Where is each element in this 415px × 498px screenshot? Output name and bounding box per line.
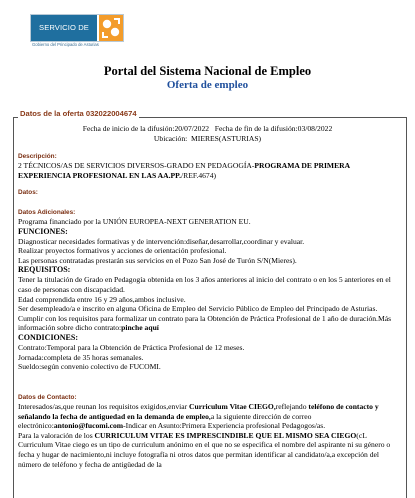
requisito-contract-text: Cumplir con los requisitos para formalizar un contrato para la Obtención de Práctica Profesional de 1 año de duración.Más información sobre dicho contrato:	[18, 313, 392, 333]
contact-paragraph-2	[18, 431, 402, 469]
logo-subtext: Gobierno del Principado de Asturias	[32, 42, 99, 47]
contact-paragraph-1	[18, 402, 402, 431]
pinche-aqui-link[interactable]: pinche aquí	[121, 323, 159, 333]
page-subtitle: Oferta de empleo	[166, 79, 249, 91]
logo-symbol-icon	[99, 15, 123, 41]
datos-section	[18, 189, 38, 197]
offer-dates	[0, 124, 415, 144]
page-title: Portal del Sistema Nacional de Empleo	[103, 64, 312, 78]
requisitos-heading: REQUISITOS:	[18, 265, 71, 275]
condiciones-heading: CONDICIONES:	[18, 332, 79, 342]
offer-number: 032022004674	[85, 109, 137, 118]
description-section	[18, 153, 402, 180]
contact-text: Interesados/as,que reunan los requisitos exigidos,enviar	[18, 402, 190, 411]
contact-bold-text: Curriculum Vitae CIEGO,	[189, 402, 276, 411]
condicion-item: Sueldo:según convenio colectivo de FUCOMI.	[18, 362, 161, 372]
financing-text: Programa financiado por la UNIÓN EUROPEA-NEXT GENERATION EU.	[18, 217, 251, 226]
requisito-item	[18, 314, 402, 333]
diffusion-dates: Fecha de inicio de la difusión:20/07/2022 Fecha de fin de la difusión:03/08/2022	[82, 124, 333, 133]
requisito-item: Ser desempleado/a e inscrito en alguna Oficina de Empleo del Servicio Público de Empleo del Principado de Asturias.	[18, 304, 378, 314]
contact-text: a la siguiente dirección de correo electrónico:	[18, 411, 312, 431]
datos-label: Datos:	[18, 189, 38, 196]
description-bold: PROGRAMA DE PRIMERA EXPERIENCIA PROFESIONAL EN LAS AA.PP.	[18, 161, 350, 180]
contact-section	[18, 394, 402, 469]
requisito-item: Edad comprendida entre 16 y 29 años,ambos inclusive.	[18, 294, 186, 304]
funcion-item: Las personas contratadas prestarán sus servicios en el Pozo San José de Turón S/N(Mieres).	[18, 255, 297, 265]
contact-text: Para la valoración de los	[18, 430, 95, 440]
funcion-item: Realizar proyectos formativos y acciones de orientación profesional.	[18, 246, 227, 256]
contact-bold-text: CURRICULUM VITAE ES IMPRESCINDIBLE QUE EL MISMO SEA CIEGO	[94, 430, 357, 440]
description-label: Descripción:	[18, 153, 57, 160]
funcion-item: Diagnosticar necesidades formativas y de intervención:diseñar,desarrollar,coordinar y evaluar.	[18, 236, 305, 246]
requisito-item: Tener la titulación de Grado en Pedagogía obtenida en los 3 años anteriores al inicio del contrato o en los 5 anteriores en el caso de personas con discapacidad.	[18, 275, 391, 294]
contact-email[interactable]: antonio@fucomi.com	[53, 421, 124, 431]
condicion-item: Contrato:Temporal para la Obtención de Práctica Profesional de 12 meses.	[18, 342, 245, 352]
contact-text: (cL Curriculum Vitae ciego es un tipo de curriculum anónimo en el que no se especifica el nombre del aspirante ni su género o fecha y hugar de nacimiento,ni incluye fotografía ni otros datos que permitan identificar al candidato/a,a excepción del número de teléfono y fecha de antigüedad de la	[18, 430, 391, 469]
offer-legend-label: Datos de la oferta	[20, 109, 84, 118]
additional-data-section	[18, 209, 402, 372]
offer-location: Ubicación: MIERES(ASTURIAS)	[153, 134, 262, 143]
description-end: /REF.4674)	[181, 170, 217, 180]
contact-label: Datos de Contacto:	[18, 394, 77, 401]
logo-brand-text: SERVICIO DE EMPLEO	[31, 15, 97, 41]
description-text	[18, 161, 402, 180]
condicion-item: Jornada:completa de 35 horas semanales.	[18, 352, 144, 362]
additional-data-label: Datos Adicionales:	[18, 209, 76, 216]
offer-legend	[18, 109, 139, 118]
contact-text: -Indicar en Asunto:Primera Experiencia profesional Pedagogos/as.	[123, 421, 326, 431]
contact-text: reflejando	[275, 402, 309, 411]
contact-bold-text: teléfono de contacto y señalando la fecha de antiguedad en la demanda de empleo,	[18, 402, 379, 421]
description-plain: 2 TÉCNICOS/AS DE SERVICIOS DIVERSOS-GRADO EN PEDAGOGÍA-	[18, 161, 255, 170]
funciones-heading: FUNCIONES:	[18, 226, 68, 236]
